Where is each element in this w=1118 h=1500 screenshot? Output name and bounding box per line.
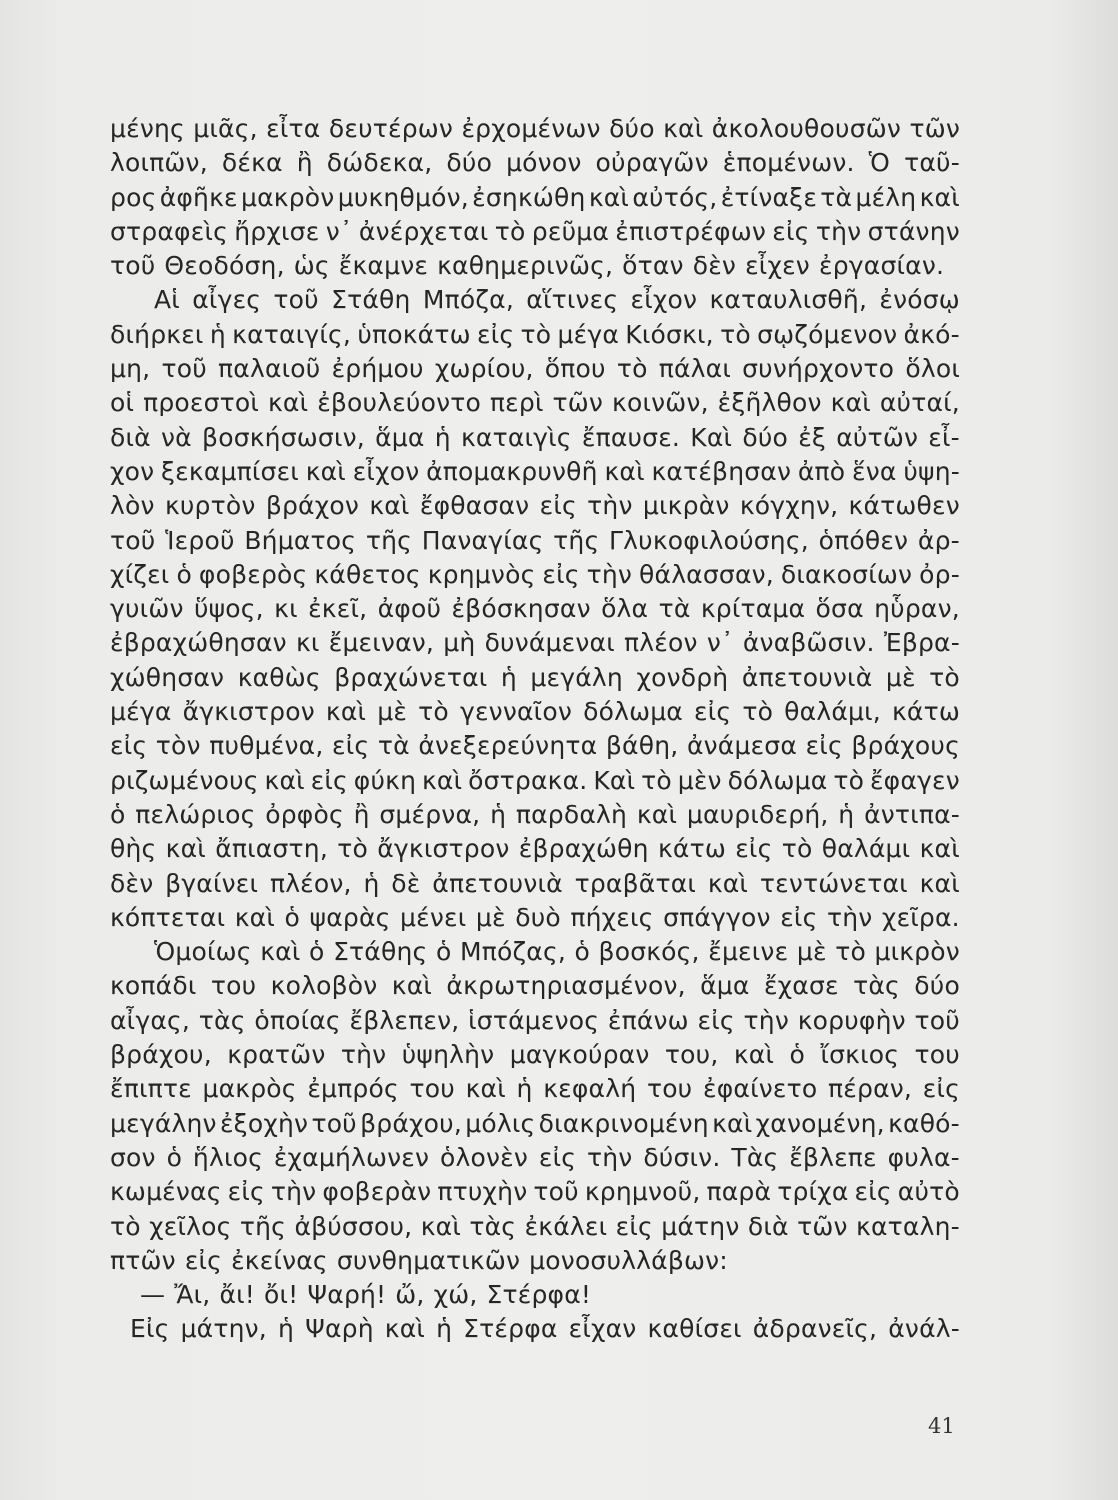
text-line: διήρκει ἡ καταιγίς, ὑποκάτω εἰς τὸ μέγα Κιόσκι, τὸ σῳζόμενον ἀκό-	[110, 319, 960, 349]
text-line: θὴς καὶ ἄπιαστη, τὸ ἄγκιστρον ἐβραχώθη κάτω εἰς τὸ θαλάμι καὶ	[110, 834, 960, 864]
text-line: ἔπιπτε μακρὸς ἐμπρός του καὶ ἡ κεφαλή του ἐφαίνετο πέραν, εἰς	[110, 1074, 960, 1104]
text-line: μεγάλην ἐξοχὴν τοῦ βράχου, μόλις διακρινομένη καὶ χανομένη, καθό-	[110, 1108, 960, 1138]
text-line: λοιπῶν, δέκα ἢ δώδεκα, δύο μόνον οὐραγῶν ἑπομένων. Ὁ ταῦ-	[110, 148, 960, 178]
text-line: διὰ νὰ βοσκήσωσιν, ἅμα ἡ καταιγὶς ἔπαυσε. Καὶ δύο ἐξ αὐτῶν εἶ-	[110, 422, 960, 452]
text-line: τοῦ Ἱεροῦ Βήματος τῆς Παναγίας τῆς Γλυκοφιλούσης, ὁπόθεν ἀρ-	[110, 525, 960, 555]
text-line: χώθησαν καθὼς βραχώνεται ἡ μεγάλη χονδρὴ ἀπετουνιὰ μὲ τὸ	[110, 662, 960, 692]
text-line: Αἱ αἶγες τοῦ Στάθη Μπόζα, αἵτινες εἶχον καταυλισθῆ, ἐνόσῳ	[154, 285, 960, 315]
text-line: ρος ἀφῆκε μακρὸν μυκηθμόν, ἐσηκώθη καὶ αὐτός, ἐτίναξε τὰ μέλη καὶ	[110, 182, 960, 212]
text-line: ὁ πελώριος ὀρφὸς ἢ σμέρνα, ἡ παρδαλὴ καὶ μαυριδερή, ἡ ἀντιπα-	[110, 799, 960, 829]
body-text	[110, 112, 960, 1347]
text-line: — Ἄι, ἄι! ὄι! Ψαρή! ὤ, χώ, Στέρφα!	[140, 1280, 592, 1310]
text-line: χον ξεκαμπίσει καὶ εἶχον ἀπομακρυνθῆ καὶ κατέβησαν ἀπὸ ἕνα ὑψη-	[110, 456, 960, 486]
text-line: μέγα ἄγκιστρον καὶ μὲ τὸ γενναῖον δόλωμα εἰς τὸ θαλάμι, κάτω	[110, 697, 960, 727]
text-line: μένης μιᾶς, εἶτα δευτέρων ἐρχομένων δύο καὶ ἀκολουθουσῶν τῶν	[110, 114, 960, 143]
text-line: γυιῶν ὕψος, κι ἐκεῖ, ἀφοῦ ἐβόσκησαν ὅλα τὰ κρίταμα ὅσα ηὗραν,	[110, 594, 960, 624]
text-line: δὲν βγαίνει πλέον, ἡ δὲ ἀπετουνιὰ τραβᾶται καὶ τεντώνεται καὶ	[110, 868, 960, 898]
text-line: στραφεὶς ἤρχισε ν᾿ ἀνέρχεται τὸ ρεῦμα ἐπιστρέφων εἰς τὴν στάνην	[110, 216, 960, 246]
text-line: Εἰς μάτην, ἡ Ψαρὴ καὶ ἡ Στέρφα εἶχαν καθίσει ἀδρανεῖς, ἀνάλ-	[130, 1314, 960, 1344]
text-line: χίζει ὁ φοβερὸς κάθετος κρημνὸς εἰς τὴν θάλασσαν, διακοσίων ὀρ-	[110, 559, 960, 589]
text-line: κοπάδι του κολοβὸν καὶ ἀκρωτηριασμένον, ἅμα ἔχασε τὰς δύο	[110, 971, 960, 1001]
text-line: κόπτεται καὶ ὁ ψαρὰς μένει μὲ δυὸ πήχεις σπάγγον εἰς τὴν χεῖρα.	[110, 902, 960, 932]
text-line: εἰς τὸν πυθμένα, εἰς τὰ ἀνεξερεύνητα βάθη, ἀνάμεσα εἰς βράχους	[110, 731, 960, 761]
text-line: σον ὁ ἥλιος ἐχαμήλωνεν ὁλονὲν εἰς τὴν δύσιν. Τὰς ἔβλεπε φυλα-	[110, 1142, 960, 1172]
text-line: βράχου, κρατῶν τὴν ὑψηλὴν μαγκούραν του, καὶ ὁ ἴσκιος του	[110, 1040, 960, 1070]
text-line: τὸ χεῖλος τῆς ἀβύσσου, καὶ τὰς ἐκάλει εἰς μάτην διὰ τῶν καταλη-	[110, 1211, 960, 1241]
text-line: κωμένας εἰς τὴν φοβερὰν πτυχὴν τοῦ κρημνοῦ, παρὰ τρίχα εἰς αὐτὸ	[110, 1177, 960, 1207]
text-line: τοῦ Θεοδόση, ὡς ἔκαμνε καθημερινῶς, ὅταν δὲν εἶχεν ἐργασίαν.	[110, 251, 945, 281]
text-line: λὸν κυρτὸν βράχον καὶ ἔφθασαν εἰς τὴν μικρὰν κόγχην, κάτωθεν	[110, 491, 960, 521]
text-line: αἶγας, τὰς ὁποίας ἔβλεπεν, ἱστάμενος ἐπάνω εἰς τὴν κορυφὴν τοῦ	[110, 1005, 960, 1035]
text-line: οἱ προεστοὶ καὶ ἐβουλεύοντο περὶ τῶν κοινῶν, ἐξῆλθον καὶ αὐταί,	[110, 388, 960, 418]
text-line: ἐβραχώθησαν κι ἔμειναν, μὴ δυνάμεναι πλέον ν᾿ ἀναβῶσιν. Ἐβρα-	[110, 628, 960, 658]
text-line: Ὁμοίως καὶ ὁ Στάθης ὁ Μπόζας, ὁ βοσκός, ἔμεινε μὲ τὸ μικρὸν	[154, 937, 960, 967]
page-number: 41	[928, 1414, 955, 1438]
text-line: πτῶν εἰς ἐκείνας συνθηματικῶν μονοσυλλάβων:	[110, 1245, 728, 1275]
text-line: μη, τοῦ παλαιοῦ ἐρήμου χωρίου, ὅπου τὸ πάλαι συνήρχοντο ὅλοι	[110, 354, 960, 384]
text-line: ριζωμένους καὶ εἰς φύκη καὶ ὄστρακα. Καὶ τὸ μὲν δόλωμα τὸ ἔφαγεν	[110, 765, 960, 795]
